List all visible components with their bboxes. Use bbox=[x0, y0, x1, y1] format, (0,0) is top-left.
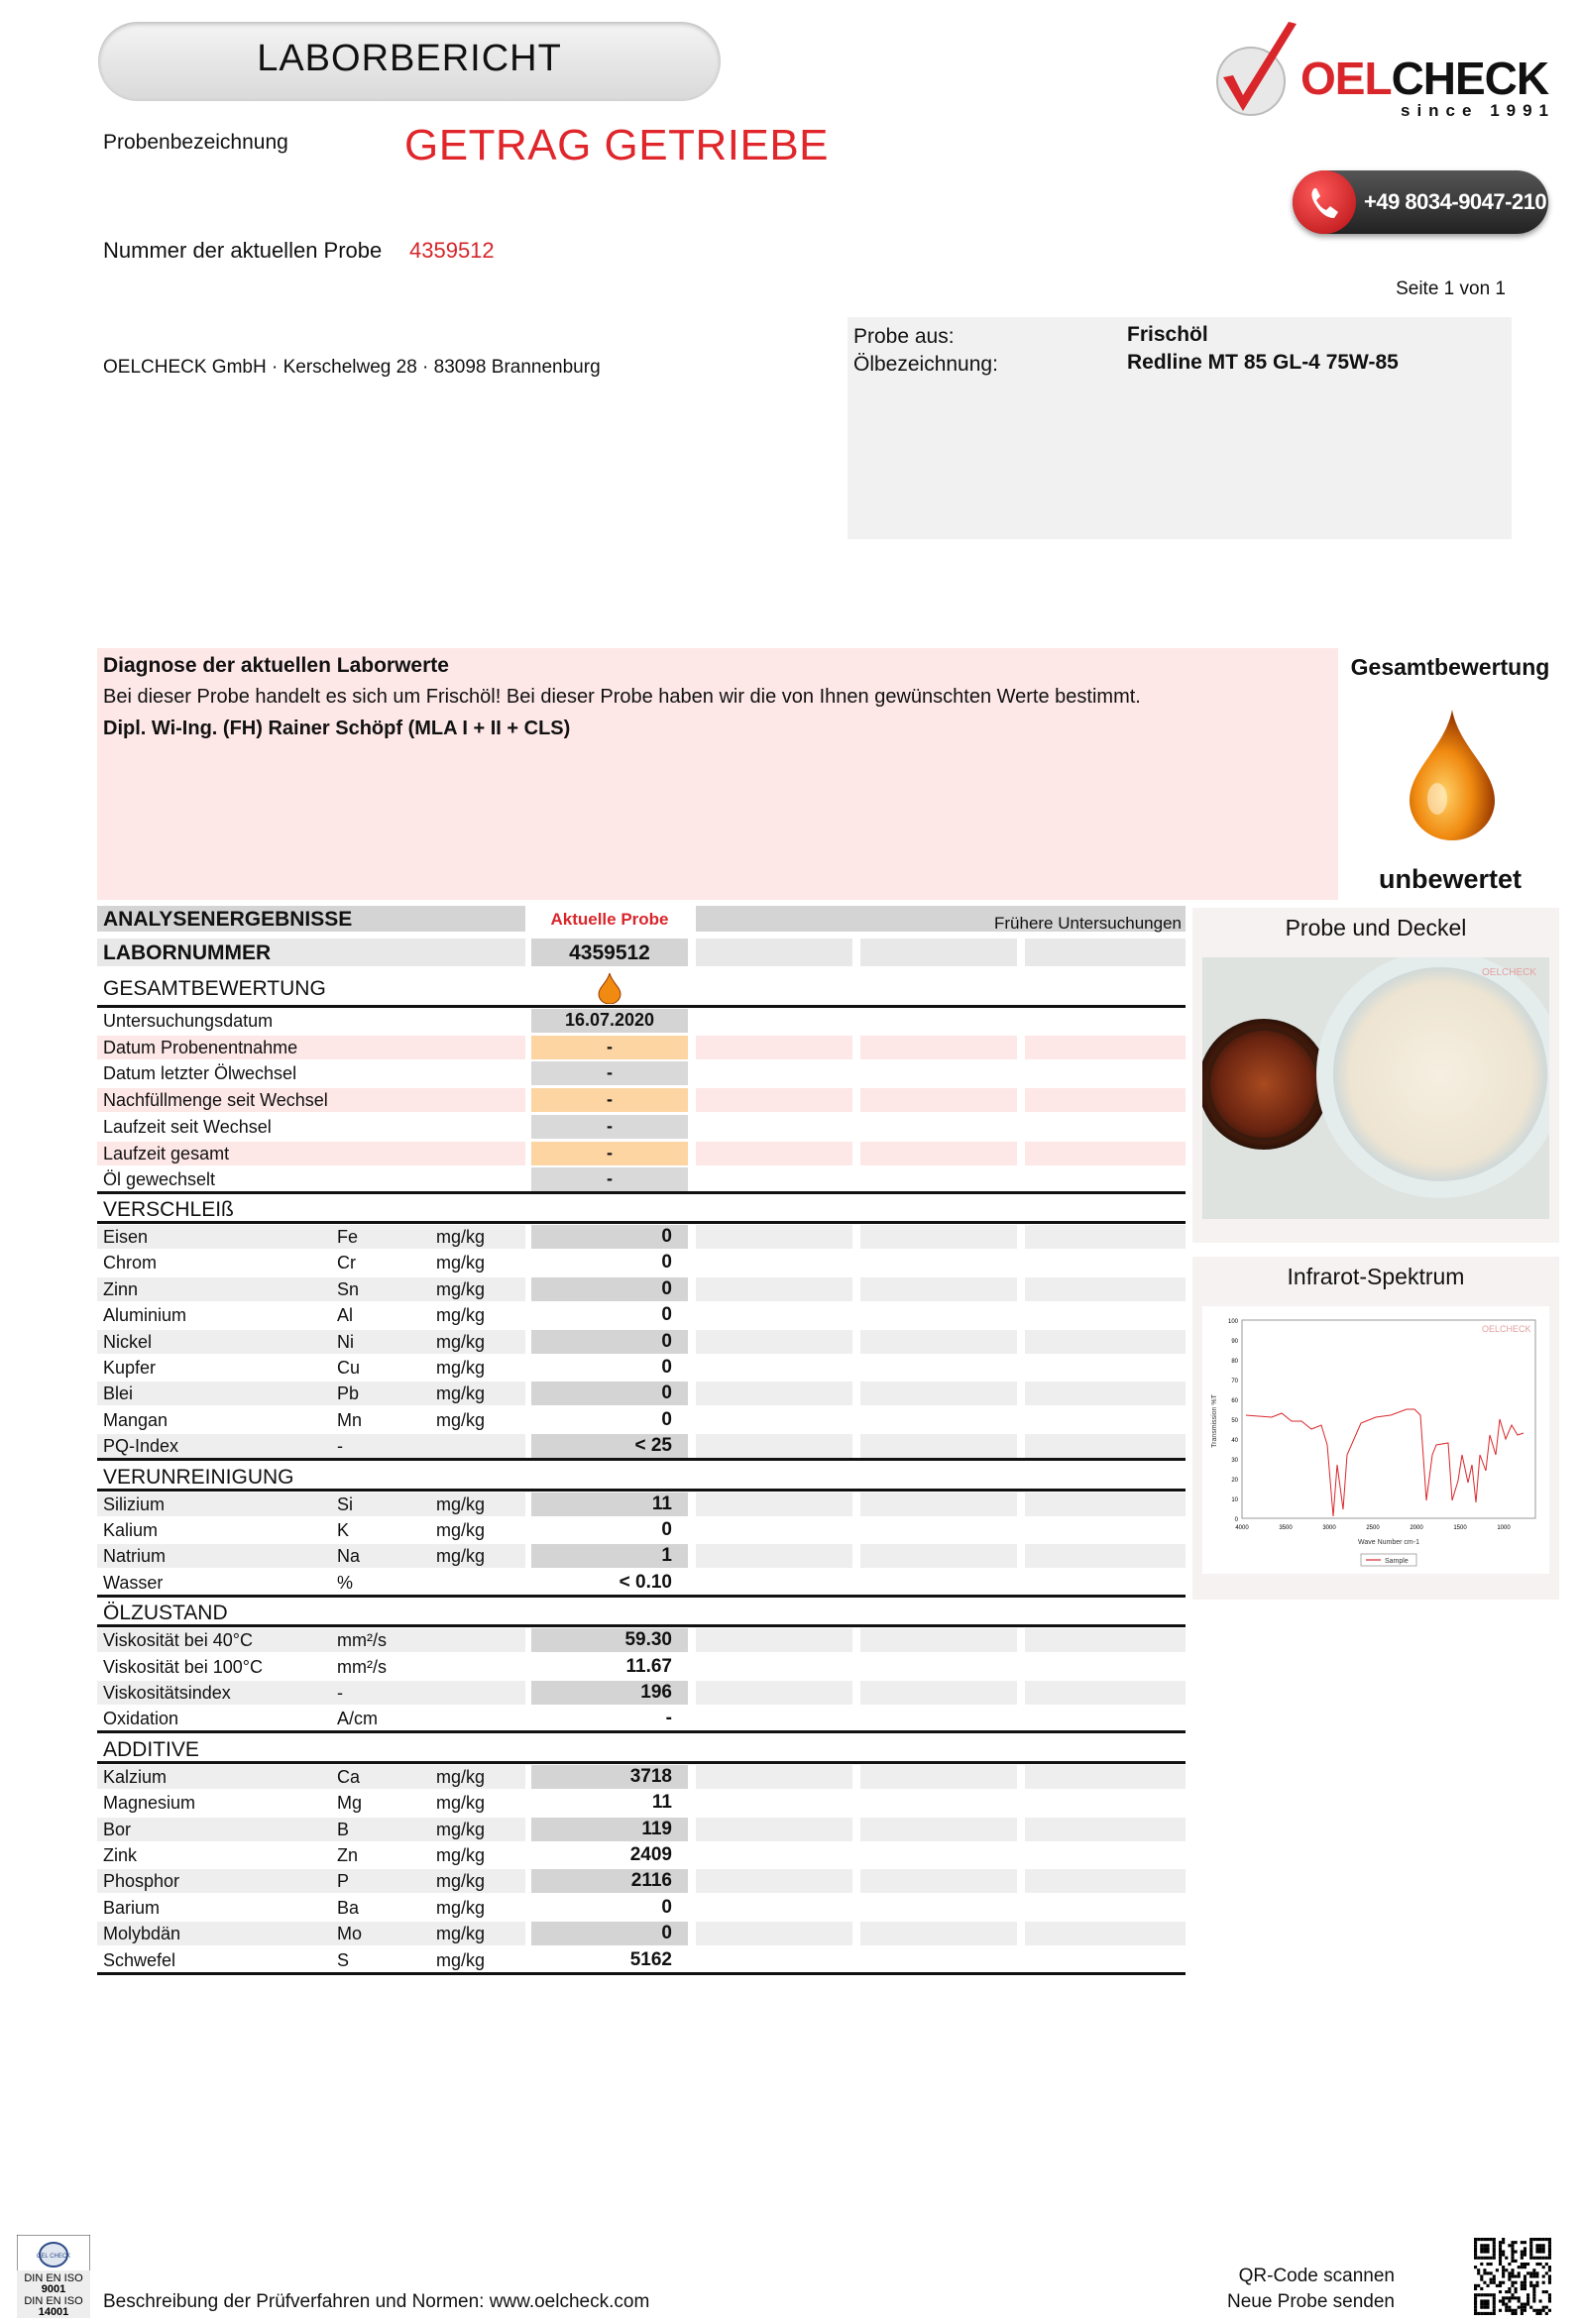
sample-number-label: Nummer der aktuellen Probe bbox=[103, 238, 383, 263]
table-row: Barium Ba mg/kg 0 bbox=[97, 1896, 1186, 1920]
ir-watermark: OELCHECK bbox=[1482, 1324, 1531, 1334]
ir-xtick: 4000 bbox=[1235, 1525, 1249, 1531]
section-header: ÖLZUSTAND bbox=[97, 1600, 1186, 1627]
oil-drop-icon bbox=[1408, 708, 1497, 842]
overall-rating-label: Gesamtbewertung bbox=[1350, 654, 1550, 680]
gesamtbewertung-row bbox=[97, 971, 1186, 1008]
page-info: Seite 1 von 1 bbox=[1396, 278, 1506, 299]
table-row: Laufzeit gesamt - bbox=[97, 1142, 1186, 1165]
table-row: Zinn Sn mg/kg 0 bbox=[97, 1277, 1186, 1301]
footer-description[interactable]: Beschreibung der Prüfverfahren und Normen: www.oelcheck.com bbox=[103, 2291, 650, 2312]
section-header: ADDITIVE bbox=[97, 1736, 1186, 1764]
phone-icon bbox=[1293, 170, 1356, 234]
ir-ytick: 60 bbox=[1231, 1398, 1238, 1404]
sample-number-value: 4359512 bbox=[409, 238, 495, 263]
photo-watermark: OELCHECK bbox=[1482, 967, 1537, 978]
table-row: Phosphor P mg/kg 2116 bbox=[97, 1869, 1186, 1893]
table-row: Molybdän Mo mg/kg 0 bbox=[97, 1922, 1186, 1945]
probenbezeichnung-value: GETRAG GETRIEBE bbox=[404, 121, 830, 169]
ir-ytick: 30 bbox=[1231, 1458, 1238, 1464]
table-row: Kupfer Cu mg/kg 0 bbox=[97, 1356, 1186, 1380]
table-row: Viskositätsindex - 196 bbox=[97, 1681, 1186, 1705]
report-title: LABORBERICHT bbox=[257, 38, 562, 79]
section-header: VERUNREINIGUNG bbox=[97, 1464, 1186, 1492]
ir-ylabel: Transmission %T bbox=[1211, 1394, 1218, 1448]
svg-text:OEL CHECK: OEL CHECK bbox=[36, 2254, 71, 2260]
ir-legend-label: Sample bbox=[1385, 1558, 1409, 1565]
ir-xtick: 2500 bbox=[1366, 1525, 1380, 1531]
labornummer-label: LABORNUMMER bbox=[103, 941, 272, 964]
qr-caption-1: QR-Code scannen bbox=[1238, 2266, 1395, 2286]
ir-xtick: 3500 bbox=[1279, 1525, 1293, 1531]
table-row: Datum letzter Ölwechsel - bbox=[97, 1061, 1186, 1085]
table-row: Oxidation A/cm - bbox=[97, 1707, 1186, 1733]
iso-certificate-badge bbox=[17, 2235, 90, 2318]
ir-ytick: 80 bbox=[1231, 1359, 1238, 1365]
table-row: Natrium Na mg/kg 1 bbox=[97, 1544, 1186, 1568]
svg-text:DIN EN ISO: DIN EN ISO bbox=[24, 2272, 83, 2284]
previous-tests-header: Frühere Untersuchungen bbox=[993, 914, 1182, 933]
table-row: Nachfüllmenge seit Wechsel - bbox=[97, 1088, 1186, 1112]
ir-xtick: 3000 bbox=[1322, 1525, 1336, 1531]
ir-ytick: 0 bbox=[1234, 1517, 1238, 1523]
overall-rating-value: unbewertet bbox=[1378, 864, 1523, 894]
analysen-header: ANALYSENERGEBNISSE bbox=[103, 908, 353, 931]
table-row: Datum Probenentnahme - bbox=[97, 1036, 1186, 1059]
table-row: Laufzeit seit Wechsel - bbox=[97, 1115, 1186, 1139]
gesamtbewertung-drop-icon bbox=[597, 972, 622, 1004]
svg-text:DIN EN ISO: DIN EN ISO bbox=[24, 2295, 83, 2307]
ir-ytick: 90 bbox=[1231, 1339, 1238, 1345]
labornummer-value: 4359512 bbox=[569, 941, 650, 964]
diagnosis-title: Diagnose der aktuellen Laborwerte bbox=[103, 654, 449, 677]
table-row: Chrom Cr mg/kg 0 bbox=[97, 1251, 1186, 1274]
ir-ytick: 40 bbox=[1231, 1438, 1238, 1444]
svg-text:14001: 14001 bbox=[38, 2306, 69, 2318]
logo-since: since 1991 bbox=[1401, 101, 1556, 120]
table-row: Nickel Ni mg/kg 0 bbox=[97, 1330, 1186, 1354]
ir-ytick: 20 bbox=[1231, 1478, 1238, 1484]
table-row: Öl gewechselt - bbox=[97, 1167, 1186, 1194]
table-row: Untersuchungsdatum 16.07.2020 bbox=[97, 1009, 1186, 1033]
ir-xlabel: Wave Number cm-1 bbox=[1358, 1539, 1419, 1546]
sample-photo bbox=[1202, 957, 1549, 1219]
table-row: Zink Zn mg/kg 2409 bbox=[97, 1843, 1186, 1867]
labornummer-row bbox=[97, 939, 1186, 966]
table-row: Viskosität bei 40°C mm²/s 59.30 bbox=[97, 1628, 1186, 1652]
table-row: Bor B mg/kg 119 bbox=[97, 1818, 1186, 1841]
oel-bezeichnung-value: Redline MT 85 GL-4 75W-85 bbox=[1127, 351, 1399, 374]
ir-ytick: 50 bbox=[1231, 1418, 1238, 1424]
table-row: Mangan Mn mg/kg 0 bbox=[97, 1408, 1186, 1432]
gesamtbewertung-label: GESAMTBEWERTUNG bbox=[103, 977, 326, 1000]
oel-bezeichnung-label: Ölbezeichnung: bbox=[853, 353, 998, 376]
ir-xtick: 1000 bbox=[1497, 1525, 1511, 1531]
ir-xtick: 2000 bbox=[1410, 1525, 1423, 1531]
diagnosis-author: Dipl. Wi-Ing. (FH) Rainer Schöpf (MLA I + II + CLS) bbox=[103, 718, 571, 739]
table-row: Kalium K mg/kg 0 bbox=[97, 1518, 1186, 1542]
phone-number[interactable]: +49 8034-9047-210 bbox=[1364, 189, 1547, 214]
table-row: Kalzium Ca mg/kg 3718 bbox=[97, 1765, 1186, 1789]
probe-aus-value: Frischöl bbox=[1127, 323, 1208, 346]
qr-code-icon[interactable] bbox=[1474, 2238, 1551, 2315]
svg-text:9001: 9001 bbox=[41, 2283, 66, 2295]
table-row: Schwefel S mg/kg 5162 bbox=[97, 1948, 1186, 1975]
table-row: Viskosität bei 100°C mm²/s 11.67 bbox=[97, 1655, 1186, 1679]
probe-aus-label: Probe aus: bbox=[853, 325, 955, 348]
table-row: Magnesium Mg mg/kg 11 bbox=[97, 1791, 1186, 1815]
oelcheck-logo-word: OELCHECK bbox=[1300, 53, 1549, 104]
ir-ytick: 70 bbox=[1231, 1379, 1238, 1384]
checkmark-logo-icon bbox=[1211, 20, 1300, 119]
table-row: Wasser % < 0.10 bbox=[97, 1571, 1186, 1598]
table-row: PQ-Index - < 25 bbox=[97, 1434, 1186, 1461]
table-row: Blei Pb mg/kg 0 bbox=[97, 1382, 1186, 1405]
ir-ytick: 100 bbox=[1227, 1319, 1238, 1325]
ir-xtick: 1500 bbox=[1453, 1525, 1467, 1531]
table-row: Aluminium Al mg/kg 0 bbox=[97, 1303, 1186, 1327]
sample-photo-title: Probe und Deckel bbox=[1285, 915, 1467, 941]
probenbezeichnung-label: Probenbezeichnung bbox=[103, 131, 288, 154]
qr-caption-2: Neue Probe senden bbox=[1226, 2291, 1395, 2312]
ir-spectrum-title: Infrarot-Spektrum bbox=[1287, 1264, 1465, 1289]
table-row: Eisen Fe mg/kg 0 bbox=[97, 1225, 1186, 1249]
section-header: VERSCHLEIß bbox=[97, 1196, 1186, 1224]
table-row: Silizium Si mg/kg 11 bbox=[97, 1493, 1186, 1516]
company-address: OELCHECK GmbH · Kerschelweg 28 · 83098 Brannenburg bbox=[103, 357, 601, 378]
current-sample-header: Aktuelle Probe bbox=[550, 910, 669, 929]
table-header-row bbox=[97, 906, 1186, 932]
ir-ytick: 10 bbox=[1231, 1497, 1238, 1503]
diagnosis-text: Bei dieser Probe handelt es sich um Frischöl! Bei dieser Probe haben wir die von Ihnen gewünschten Werte bestimmt. bbox=[103, 686, 1141, 708]
ir-spectrum-chart bbox=[1202, 1306, 1549, 1574]
